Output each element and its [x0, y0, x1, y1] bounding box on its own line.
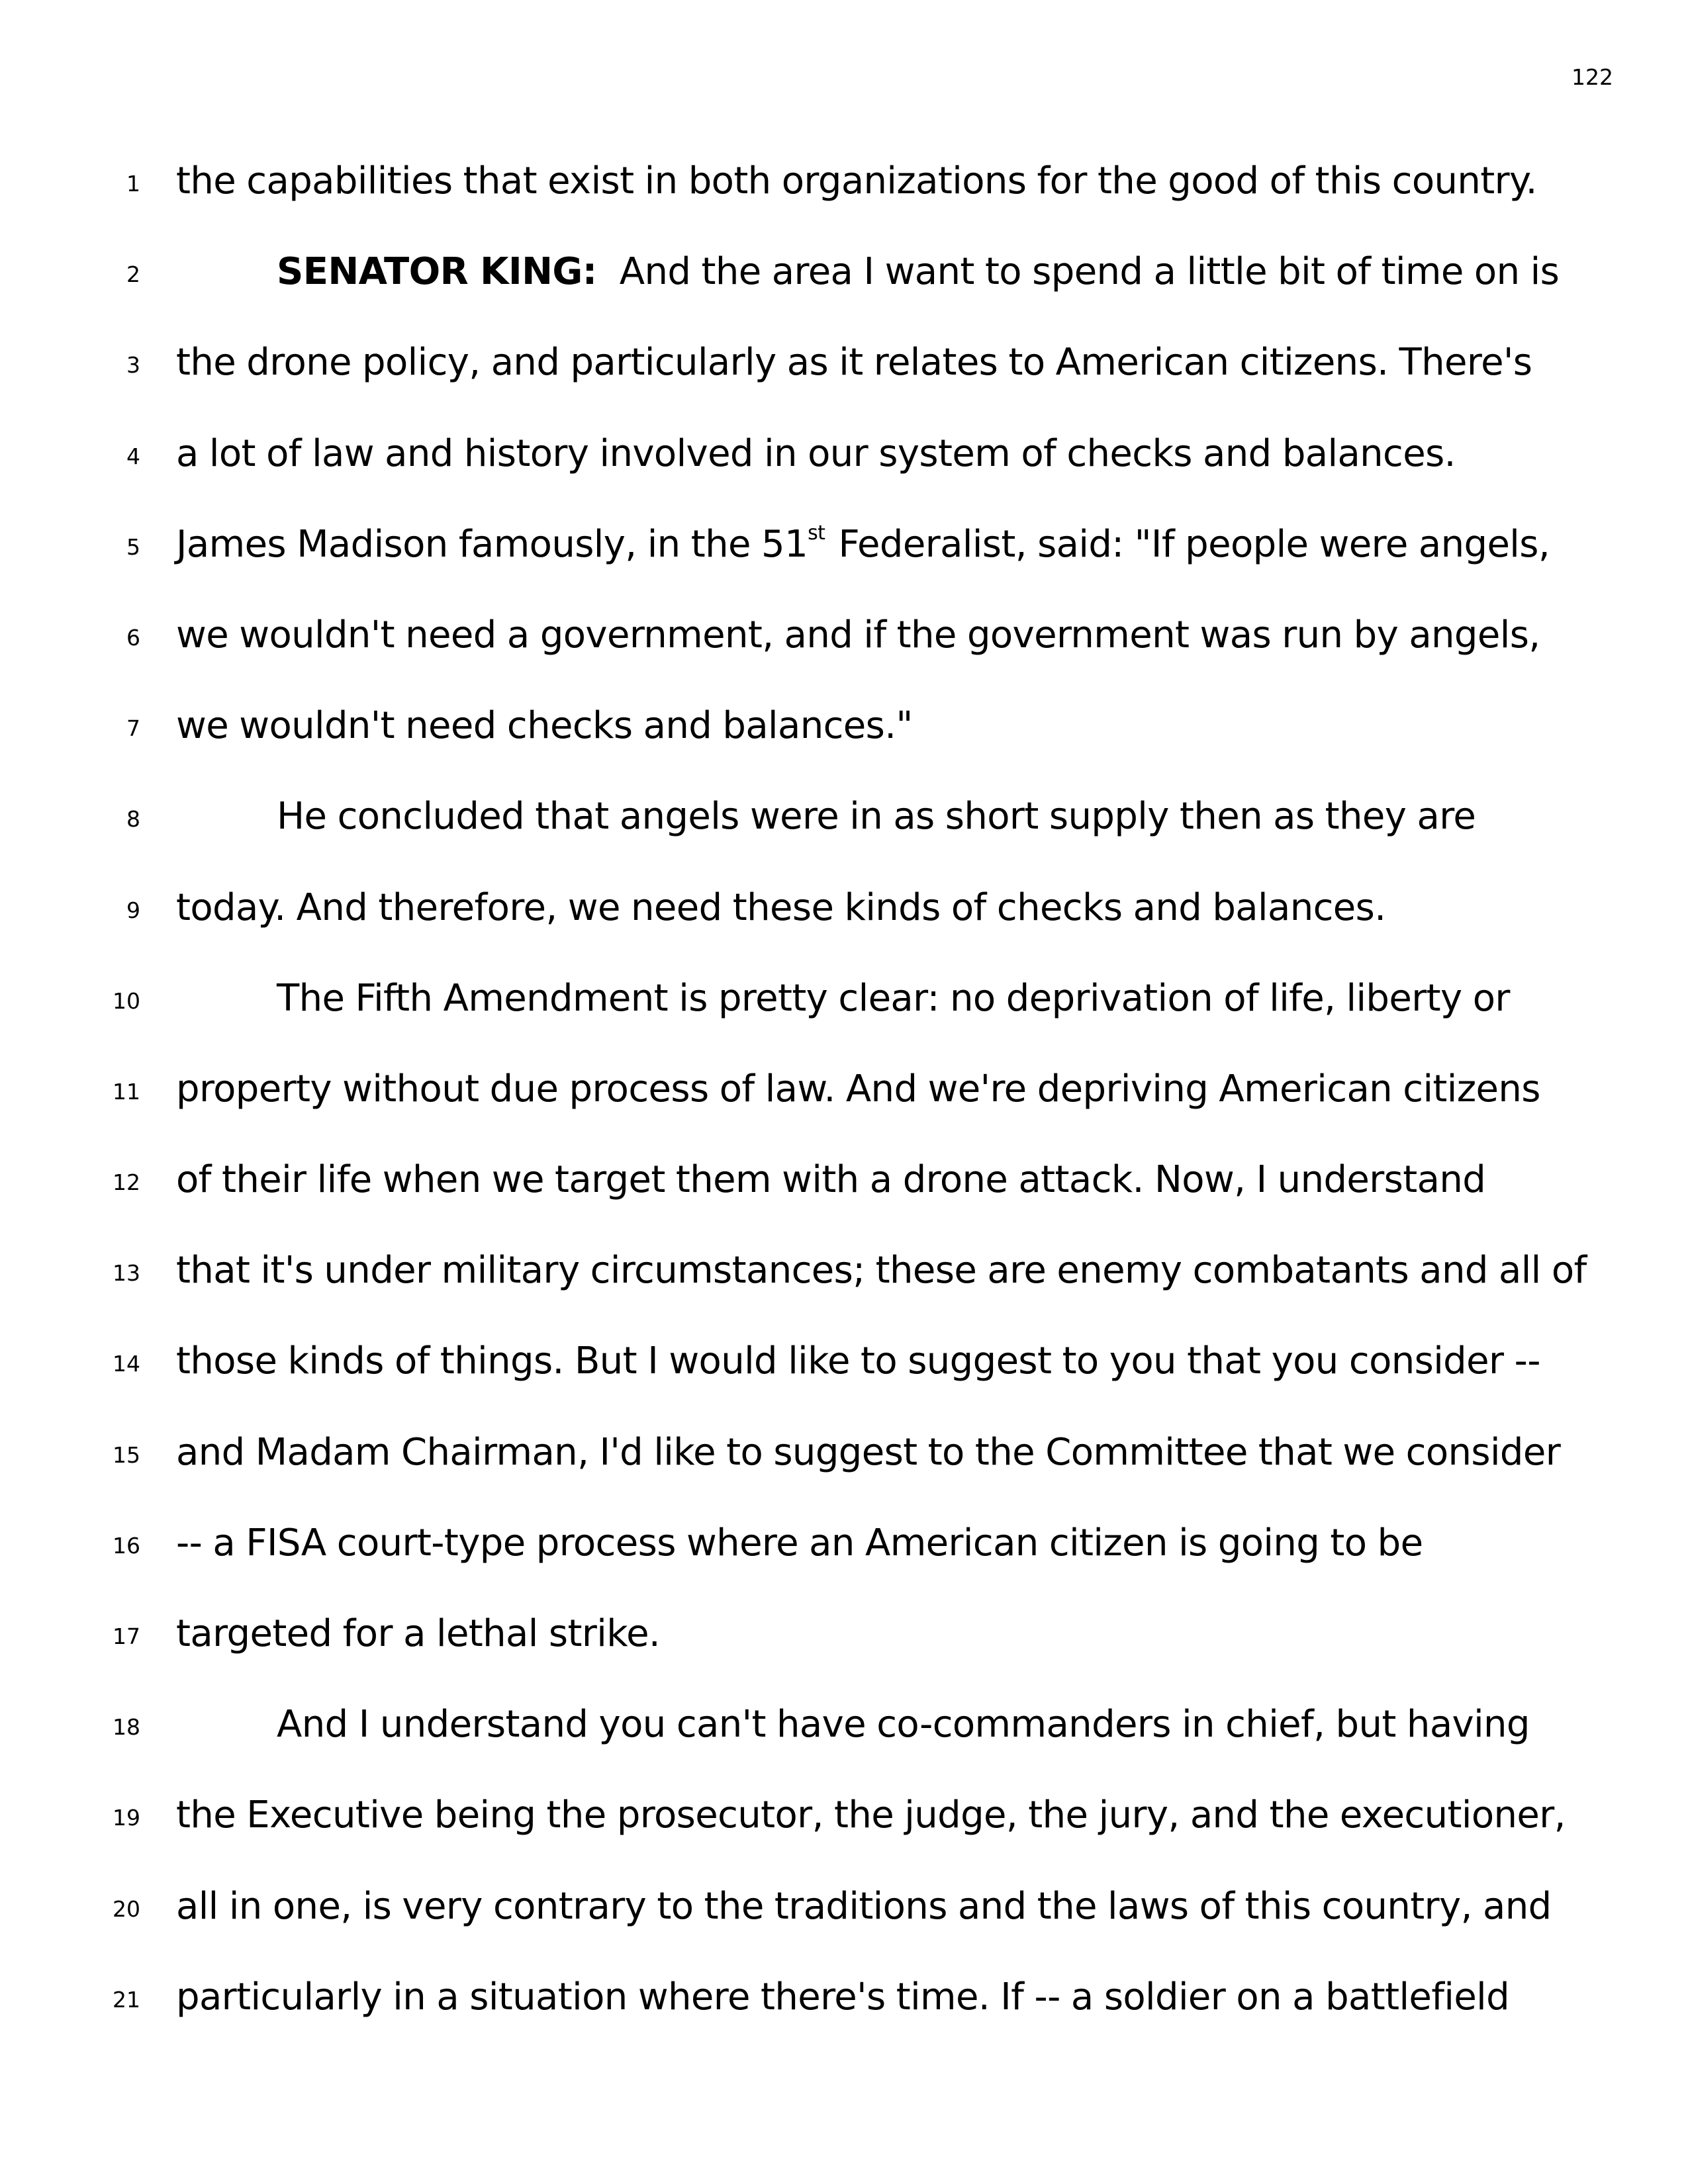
transcript-line [0, 336, 1688, 427]
line-text: The Fifth Amendment is pretty clear: no deprivation of life, liberty or [277, 976, 1510, 1020]
line-number: 9 [126, 897, 140, 923]
transcript-line [0, 155, 1688, 246]
transcript-line [0, 700, 1688, 790]
line-number: 2 [126, 261, 140, 288]
transcript-line [0, 1517, 1688, 1608]
line-text: a lot of law and history involved in our system of checks and balances. [176, 432, 1456, 475]
transcript-line [0, 1880, 1688, 1971]
text-before-superscript: James Madison famously, in the 51 [176, 522, 808, 566]
line-text: particularly in a situation where there's time. If -- a soldier on a battlefield [176, 1975, 1510, 2019]
line-number: 19 [113, 1805, 140, 1831]
page-number: 122 [1571, 64, 1613, 90]
line-text: the drone policy, and particularly as it relates to American citizens. There's [176, 341, 1532, 385]
line-number: 10 [113, 987, 140, 1014]
speaker-label: SENATOR KING: [277, 250, 597, 294]
line-number: 16 [113, 1532, 140, 1559]
line-text [277, 246, 1559, 298]
line-text [176, 518, 1550, 571]
line-number: 14 [113, 1351, 140, 1377]
line-number: 4 [126, 443, 140, 469]
line-text: those kinds of things. But I would like to suggest to you that you consider -- [176, 1340, 1540, 1383]
transcript-line [0, 428, 1688, 518]
line-text: the Executive being the prosecutor, the judge, the jury, and the executioner, [176, 1794, 1566, 1837]
line-number: 17 [113, 1623, 140, 1649]
ordinal-superscript: st [808, 521, 825, 545]
line-number: 13 [113, 1260, 140, 1287]
transcript-body [0, 155, 1688, 2062]
line-text: and Madam Chairman, I'd like to suggest to the Committee that we consider [176, 1430, 1561, 1474]
line-text: of their life when we target them with a drone attack. Now, I understand [176, 1158, 1486, 1202]
line-number: 1 [126, 171, 140, 197]
line-text: He concluded that angels were in as short supply then as they are [277, 795, 1476, 839]
transcript-line [0, 1971, 1688, 2062]
line-text: And I understand you can't have co-commanders in chief, but having [277, 1703, 1530, 1747]
line-number: 3 [126, 352, 140, 379]
line-text: targeted for a lethal strike. [176, 1612, 661, 1655]
line-text: all in one, is very contrary to the traditions and the laws of this country, and [176, 1884, 1552, 1928]
transcript-line [0, 882, 1688, 972]
transcript-line [0, 1063, 1688, 1154]
transcript-line [0, 1244, 1688, 1335]
speech-text: And the area I want to spend a little bit of time on is [608, 250, 1560, 294]
line-number: 11 [113, 1078, 140, 1105]
transcript-line [0, 1698, 1688, 1789]
line-text: we wouldn't need a government, and if the government was run by angels, [176, 613, 1540, 657]
line-number: 12 [113, 1169, 140, 1196]
line-number: 20 [113, 1895, 140, 1922]
line-number: 7 [126, 715, 140, 742]
text-after-superscript: Federalist, said: "If people were angels, [827, 522, 1550, 566]
line-text: today. And therefore, we need these kinds of checks and balances. [176, 886, 1386, 929]
line-text: -- a FISA court-type process where an American citizen is going to be [176, 1521, 1423, 1565]
line-text: property without due process of law. And we're depriving American citizens [176, 1067, 1540, 1111]
line-text: that it's under military circumstances; these are enemy combatants and all of [176, 1249, 1587, 1293]
transcript-line [0, 1608, 1688, 1698]
line-number: 6 [126, 624, 140, 651]
line-text: the capabilities that exist in both organizations for the good of this country. [176, 159, 1537, 203]
transcript-line [0, 1335, 1688, 1426]
line-text: we wouldn't need checks and balances." [176, 704, 913, 748]
transcript-line [0, 246, 1688, 336]
transcript-line [0, 790, 1688, 881]
line-number: 15 [113, 1441, 140, 1468]
transcript-line [0, 1426, 1688, 1517]
transcript-line [0, 1154, 1688, 1244]
line-number: 8 [126, 806, 140, 833]
line-number: 18 [113, 1714, 140, 1741]
transcript-line [0, 972, 1688, 1063]
line-number: 21 [113, 1986, 140, 2013]
transcript-line [0, 1789, 1688, 1880]
line-number: 5 [126, 533, 140, 560]
transcript-line [0, 518, 1688, 609]
transcript-line [0, 609, 1688, 700]
